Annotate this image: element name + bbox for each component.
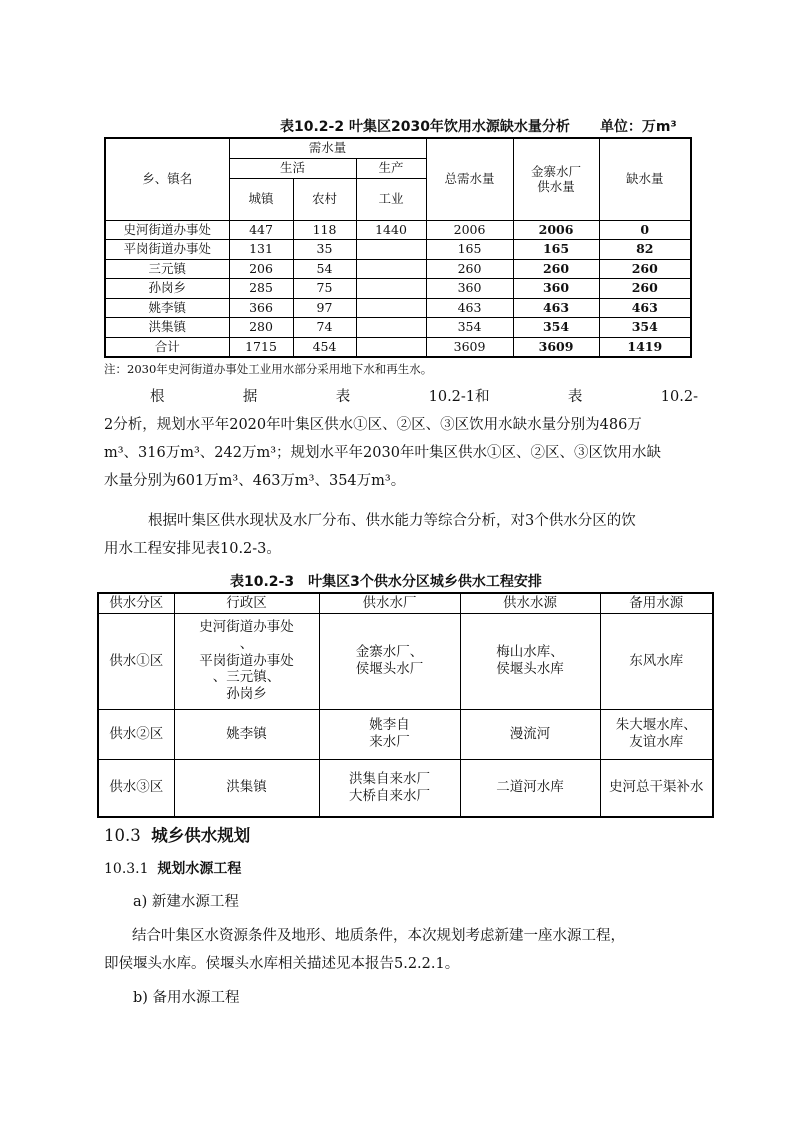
table-cell-supply: 165: [513, 240, 599, 260]
cell-line: 姚李镇: [226, 725, 267, 742]
cell-line: 平岗街道办事处: [199, 652, 294, 669]
header-rural: 农村: [293, 178, 356, 220]
table-cell-backup: [600, 709, 713, 759]
table-cell-supply: 463: [513, 298, 599, 318]
table-cell-shortage: 82: [599, 240, 691, 260]
table-cell-admin: [174, 759, 319, 817]
header-life: 生活: [229, 158, 356, 178]
table-row: [98, 759, 713, 817]
table-cell-name: 三元镇: [105, 259, 229, 279]
header-supply: 金寨水厂供水量: [513, 138, 599, 220]
header-production: 生产: [356, 158, 426, 178]
table-cell-urban: 280: [229, 318, 293, 338]
header-admin: 行政区: [174, 593, 319, 613]
table-cell-rural: 54: [293, 259, 356, 279]
paragraph-2: 根据叶集区供水现状及水厂分布、供水能力等综合分析，对3个供水分区的饮 用水工程安排见表10.2-3。: [104, 513, 636, 557]
table-row: [98, 709, 713, 759]
table1-caption: 表10.2-2 叶集区2030年饮用水源缺水量分析 单位：万m³: [280, 119, 677, 135]
table-cell-backup: [600, 759, 713, 817]
cell-line: 来水厂: [369, 734, 410, 750]
table2-caption: 表10.2-3 叶集区3个供水分区城乡供水工程安排: [230, 574, 542, 590]
table-cell-industry: [356, 337, 426, 357]
table-cell-source: [460, 709, 600, 759]
header-total: 总需水量: [426, 138, 513, 220]
table-cell-shortage: 1419: [599, 337, 691, 357]
table-cell-total: 360: [426, 279, 513, 299]
table-cell-rural: 454: [293, 337, 356, 357]
table-row: [98, 613, 713, 709]
table-cell-shortage: 0: [599, 220, 691, 240]
cell-line: 史河街道办事处: [199, 618, 294, 635]
table-cell-rural: 118: [293, 220, 356, 240]
table1-unit: 单位：万m³: [599, 119, 677, 135]
cell-line: 二道河水库: [496, 779, 564, 796]
table-cell-supply: 3609: [513, 337, 599, 357]
table-cell-zone: 供水①区: [98, 613, 174, 709]
header-zone: 供水分区: [98, 593, 174, 613]
header-industry: 工业: [356, 178, 426, 220]
table-cell-urban: 285: [229, 279, 293, 299]
table-cell-rural: 75: [293, 279, 356, 299]
table-row: [105, 220, 691, 240]
table-cell-industry: [356, 259, 426, 279]
table-row: [105, 337, 691, 357]
cell-line: 大桥自来水厂: [349, 787, 430, 804]
table-cell-total: 463: [426, 298, 513, 318]
cell-line: 侯堰头水库: [496, 661, 564, 677]
cell-line: 、三元镇、: [212, 669, 281, 686]
cell-line: 孙岗乡: [226, 686, 267, 703]
table-cell-shortage: 463: [599, 298, 691, 318]
table-row: [105, 318, 691, 338]
table-cell-name: 平岗街道办事处: [105, 240, 229, 260]
table1-note: 注：2030年史河街道办事处工业用水部分采用地下水和再生水。: [104, 362, 433, 376]
table-cell-industry: 1440: [356, 220, 426, 240]
table-cell-supply: 260: [513, 259, 599, 279]
header-demand: 需水量: [229, 138, 426, 158]
table-cell-supply: 2006: [513, 220, 599, 240]
table-row: [105, 298, 691, 318]
header-backup: 备用水源: [600, 593, 713, 613]
table-cell-industry: [356, 240, 426, 260]
cell-line: 洪集自来水厂: [349, 770, 430, 787]
cell-line: 史河总干渠补水: [609, 779, 704, 796]
paragraph-3: 结合叶集区水资源条件及地形、地质条件，本次规划考虑新建一座水源工程， 即侯堰头水库。侯堰头水库相关描述见本报告5.2.2.1。: [104, 928, 625, 972]
table-cell-name: 孙岗乡: [105, 279, 229, 299]
table-cell-industry: [356, 279, 426, 299]
table-cell-total: 165: [426, 240, 513, 260]
table-cell-industry: [356, 318, 426, 338]
table-cell-name: 姚李镇: [105, 298, 229, 318]
table-cell-name: 史河街道办事处: [105, 220, 229, 240]
table-cell-urban: 447: [229, 220, 293, 240]
table-cell-zone: 供水②区: [98, 709, 174, 759]
table-cell-plant: [319, 759, 460, 817]
table-cell-total: 260: [426, 259, 513, 279]
table-cell-total: 3609: [426, 337, 513, 357]
table-row: [105, 240, 691, 260]
table-cell-rural: 74: [293, 318, 356, 338]
item-b: b) 备用水源工程: [133, 990, 240, 1006]
table-cell-shortage: 260: [599, 259, 691, 279]
cell-line: 友谊水库: [629, 734, 684, 750]
table-cell-plant: [319, 709, 460, 759]
table-cell-supply: 360: [513, 279, 599, 299]
table-cell-rural: 97: [293, 298, 356, 318]
header-urban: 城镇: [229, 178, 293, 220]
table-cell-shortage: 354: [599, 318, 691, 338]
cell-line: 姚李自: [369, 717, 410, 734]
cell-line: 洪集镇: [226, 779, 267, 796]
water-shortage-table: [104, 137, 692, 358]
header-shortage: 缺水量: [599, 138, 691, 220]
section-heading: 10.3 城乡供水规划: [104, 826, 251, 845]
cell-line: 朱大堰水库、: [615, 717, 697, 734]
table-cell-total: 2006: [426, 220, 513, 240]
cell-line: 、: [239, 635, 254, 652]
supply-arrangement-table: [97, 592, 714, 818]
item-a: a) 新建水源工程: [133, 894, 239, 910]
table-cell-plant: [319, 613, 460, 709]
table-cell-source: [460, 759, 600, 817]
cell-line: 梅山水库、: [496, 644, 564, 661]
table-cell-shortage: 260: [599, 279, 691, 299]
paragraph-1: 根 据 表 10.2-1和 表 10.2- 2分析，规划水平年2020年叶集区供水①区、②区、③区饮用水缺水量分别为486万 m³、316万m³、242万m³；规划水平年2030年叶集区供水①区、②区、③区饮用水缺 水量分别为601万m³、463万m³、354万m³。: [104, 389, 698, 489]
table-row: [105, 279, 691, 299]
table-cell-urban: 131: [229, 240, 293, 260]
table-cell-urban: 366: [229, 298, 293, 318]
cell-line: 漫流河: [509, 725, 551, 742]
cell-line: 东风水库: [629, 652, 684, 669]
table-cell-urban: 206: [229, 259, 293, 279]
header-town: 乡、镇名: [105, 138, 229, 220]
table-cell-industry: [356, 298, 426, 318]
table-cell-zone: 供水③区: [98, 759, 174, 817]
table-cell-backup: [600, 613, 713, 709]
header-source: 供水水源: [460, 593, 600, 613]
table-cell-source: [460, 613, 600, 709]
table-cell-total: 354: [426, 318, 513, 338]
subsection-heading: 10.3.1 规划水源工程: [104, 861, 242, 877]
table-cell-admin: [174, 709, 319, 759]
table-row: [105, 259, 691, 279]
table-cell-name: 合计: [105, 337, 229, 357]
table-cell-name: 洪集镇: [105, 318, 229, 338]
cell-line: 侯堰头水厂: [355, 661, 424, 677]
table-cell-admin: [174, 613, 319, 709]
table-cell-rural: 35: [293, 240, 356, 260]
header-plant: 供水水厂: [319, 593, 460, 613]
table-cell-urban: 1715: [229, 337, 293, 357]
cell-line: 金寨水厂、: [355, 644, 424, 661]
table-cell-supply: 354: [513, 318, 599, 338]
